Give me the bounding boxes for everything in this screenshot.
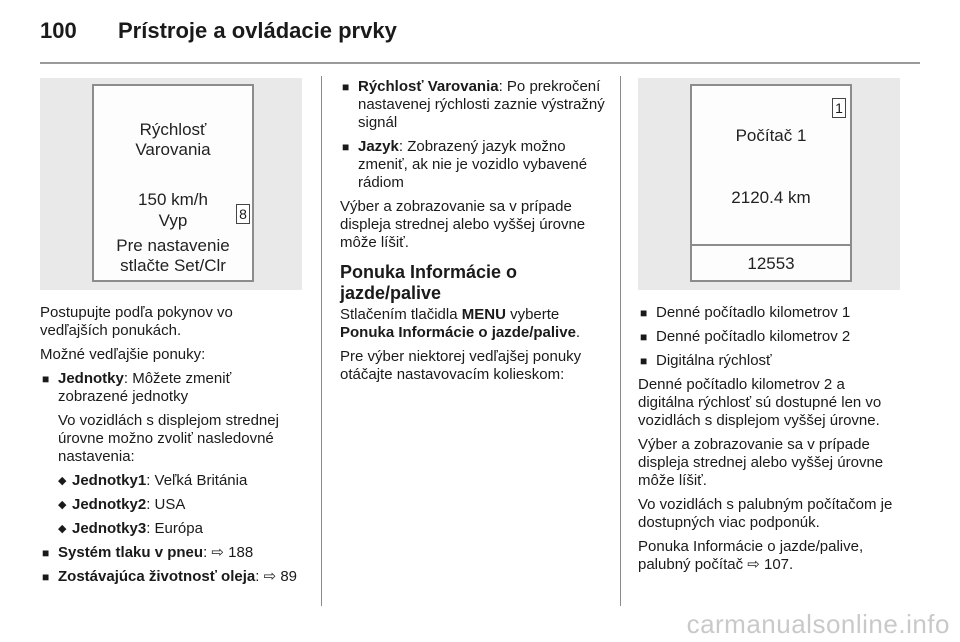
- square-bullet-icon: ■: [640, 354, 648, 368]
- item-text: Digitálna rýchlosť: [656, 352, 772, 369]
- item-label: Jednotky2: [72, 496, 147, 513]
- display-badge: 8: [236, 204, 250, 224]
- text-fragment: Stlačením tlačidla: [340, 306, 462, 323]
- diamond-bullet-icon: ◆: [58, 475, 67, 487]
- select-submenu-text: Pre výber niektorej vedľajšej ponuky otáčajte nastavovacím kolieskom:: [340, 348, 582, 383]
- more-submenus-text: Vo vozidlách s palubným počítačom je dostupných viac podponúk.: [638, 496, 893, 531]
- units-note: Vo vozidlách s displejom strednej úrovne možno zvoliť nasledovné nastavenia:: [58, 412, 279, 465]
- menu-button-label: MENU: [461, 306, 506, 323]
- display-screen: [92, 84, 254, 282]
- square-bullet-icon: ■: [640, 306, 648, 320]
- column-separator-right: [620, 76, 621, 606]
- intro-text: Postupujte podľa pokynov vo vedľajších ponukách.: [40, 304, 233, 339]
- page-header: [40, 14, 920, 62]
- display-screen: [690, 84, 852, 282]
- square-bullet-icon: ■: [640, 330, 648, 344]
- figure-trip-computer-display: [638, 78, 900, 290]
- item-label: Jednotky3: [72, 520, 147, 537]
- page-reference-link[interactable]: : ⇨ 188: [203, 544, 254, 561]
- sub-item-units2: [40, 496, 304, 514]
- page-reference-link[interactable]: : ⇨ 89: [255, 568, 298, 585]
- display-divider: [692, 244, 850, 246]
- reference-text: Ponuka Informácie o jazde/palive, palubný počítač ⇨ 107.: [638, 538, 864, 573]
- square-bullet-icon: ■: [42, 546, 50, 560]
- display-title: Počítač 1: [735, 126, 807, 145]
- display-line-1: Rýchlosť: [139, 120, 207, 139]
- item-text: : USA: [146, 496, 186, 513]
- diamond-bullet-icon: ◆: [58, 523, 67, 535]
- possible-submenus-text: Možné vedľajšie ponuky:: [40, 346, 206, 363]
- display-speed: 150 km/h: [138, 190, 208, 209]
- press-menu-text: [340, 306, 606, 342]
- display-distance: 2120.4 km: [731, 188, 811, 207]
- item-label: Systém tlaku v pneu: [58, 544, 204, 561]
- list-item-speed-warning: [340, 78, 606, 132]
- list-item: [638, 304, 904, 322]
- list-item-language: [340, 138, 606, 192]
- display-hint-1: Pre nastavenie: [116, 236, 230, 255]
- item-label: Zostávajúca životnosť oleja: [58, 568, 256, 585]
- column-separator-left: [321, 76, 322, 606]
- list-item-tire-pressure: [40, 544, 304, 562]
- display-state: Vyp: [158, 211, 188, 230]
- item-text: : Môžete zmeniť zobrazené jednotky: [58, 370, 232, 405]
- text-fragment: vyberte: [505, 306, 560, 323]
- display-odometer: 12553: [747, 254, 795, 273]
- variation-text: Výber a zobrazovanie sa v prípade displeja strednej alebo vyššej úrovne môže líšiť.: [638, 436, 884, 489]
- item-text: : Po prekročení nastavenej rýchlosti zaznie výstražný signál: [358, 78, 605, 131]
- availability-text: Denné počítadlo kilometrov 2 a digitálna rýchlosť sú dostupné len vo vozidlách s displejom vyššej úrovne.: [638, 376, 882, 429]
- sub-item-units3: [40, 520, 304, 538]
- item-label: Jazyk: [358, 138, 399, 155]
- item-text: : Veľká Británia: [146, 472, 248, 489]
- column-3: [638, 304, 904, 580]
- list-item: [638, 328, 904, 346]
- diamond-bullet-icon: ◆: [58, 499, 67, 511]
- sub-item-units1: [40, 472, 304, 490]
- list-item-units: [40, 370, 304, 406]
- square-bullet-icon: ■: [42, 570, 50, 584]
- item-text: Denné počítadlo kilometrov 2: [656, 328, 851, 345]
- watermark: carmanualsonline.info: [686, 609, 950, 639]
- display-hint-2: stlačte Set/Clr: [120, 256, 226, 275]
- text-fragment: .: [575, 324, 581, 341]
- menu-name: Ponuka Informácie o jazde/palive: [340, 324, 576, 341]
- square-bullet-icon: ■: [42, 372, 50, 386]
- item-text: : Zobrazený jazyk možno zmeniť, ak nie je vozidlo vybavené rádiom: [358, 138, 588, 191]
- square-bullet-icon: ■: [342, 80, 350, 94]
- item-text: : Európa: [146, 520, 203, 537]
- item-label: Jednotky1: [72, 472, 147, 489]
- page-title: Prístroje a ovládacie prvky: [118, 18, 397, 43]
- item-label: Jednotky: [58, 370, 124, 387]
- item-text: Denné počítadlo kilometrov 1: [656, 304, 851, 321]
- item-label: Rýchlosť Varovania: [358, 78, 499, 95]
- figure-speed-warning-display: [40, 78, 302, 290]
- variation-text: Výber a zobrazovanie sa v prípade displeja strednej alebo vyššej úrovne môže líšiť.: [340, 198, 586, 251]
- list-item-oil-life: [40, 568, 304, 586]
- column-1: [40, 304, 304, 592]
- display-line-2: Varovania: [135, 140, 211, 159]
- display-badge: 1: [832, 98, 846, 118]
- square-bullet-icon: ■: [342, 140, 350, 154]
- section-heading: Ponuka Informácie o jazde/palive: [340, 262, 518, 303]
- column-2: [340, 78, 606, 390]
- page-number: 100: [40, 18, 77, 43]
- list-item: [638, 352, 904, 370]
- header-rule: [40, 62, 920, 64]
